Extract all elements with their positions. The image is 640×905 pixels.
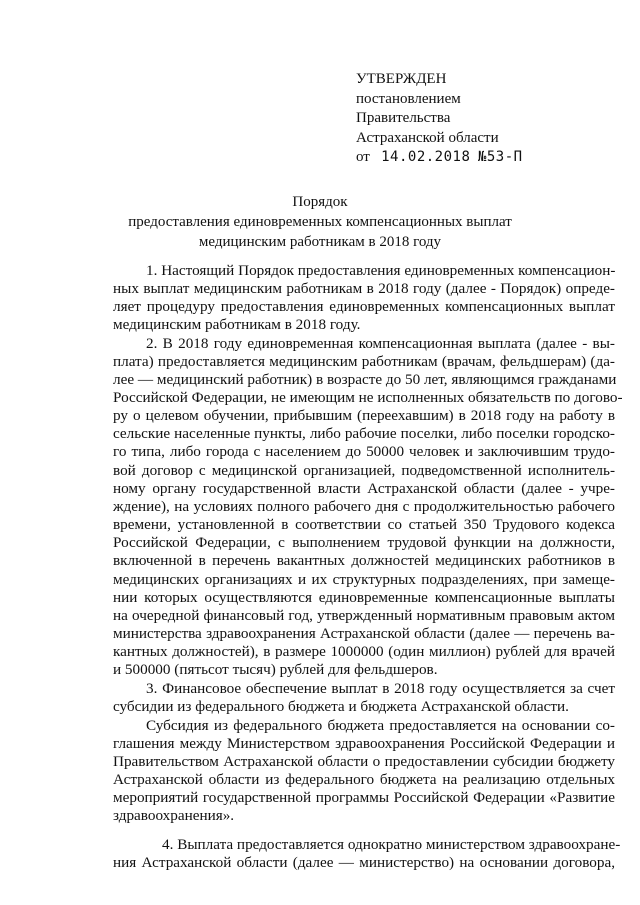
body-line: глашения между Министерством здравоохранения Российской Федерации и (113, 735, 615, 752)
body-line: субсидии из федерального бюджета и бюджета Астраханской области. (113, 698, 569, 715)
body-line: Российской Федерации, не имеющим не исполненных обязательств по догово- (113, 389, 623, 406)
approval-line-1: постановлением (356, 90, 461, 107)
title-line-1: Порядок (292, 194, 348, 210)
body-line: медицинским работникам в 2018 году. (113, 316, 361, 333)
body-line: го типа, либо города с населением до 50000 человек и заключившим трудо- (113, 443, 615, 460)
body-line: ляет процедуру предоставления единовременных компенсационных выплат (113, 298, 615, 315)
approval-heading: УТВЕРЖДЕН (356, 71, 447, 87)
body-line: 3. Финансовое обеспечение выплат в 2018 году осуществляется за счет (146, 680, 615, 697)
body-line: плата) предоставляется медицинским работникам (врачам, фельдшерам) (да- (113, 353, 615, 370)
body-line: министерства здравоохранения Астраханской области (далее — перечень ва- (113, 625, 615, 642)
body-line: сельские населенные пункты, либо рабочие поселки, либо поселки городско- (113, 425, 615, 442)
title-line-2: предоставления единовременных компенсационных выплат (128, 214, 512, 230)
body-line: ных выплат медицинским работникам в 2018 году (далее - Порядок) опреде- (113, 280, 615, 297)
body-line: здравоохранения». (113, 807, 235, 824)
body-line: ждение), на условиях полного рабочего дня с продолжительностью рабочего (113, 498, 615, 515)
body-line: ния Астраханской области (далее — министерство) на основании договора, (113, 854, 615, 871)
body-line: лее — медицинский работник) в возрасте до 50 лет, являющимся гражданами (113, 371, 617, 388)
body-line: 1. Настоящий Порядок предоставления единовременных компенсацион- (146, 262, 616, 279)
body-line: мероприятий государственной программы Российской Федерации «Развитие (113, 789, 615, 806)
approval-number: №53-П (477, 149, 523, 165)
body-line: Субсидия из федерального бюджета предоставляется на основании со- (146, 717, 615, 734)
approval-line-2: Правительства (356, 110, 451, 126)
document-title (0, 192, 640, 252)
body-line: 2. В 2018 году единовременная компенсационная выплата (далее - вы- (146, 335, 615, 352)
approval-date: 14.02.2018 (381, 149, 471, 165)
title-line-3: медицинским работникам в 2018 году (198, 234, 442, 250)
body-line: Астраханской области из федерального бюджета на реализацию отдельных (113, 771, 615, 788)
body-line: ному органу государственной власти Астраханской области (далее - учре- (113, 480, 615, 497)
body-line: медицинских организациях и их структурных подразделениях, при замеще- (113, 571, 615, 588)
body-line: Российской Федерации, с выполнением трудовой функции на должности, (113, 534, 615, 551)
body-line: времени, установленной в соответствии со статьей 350 Трудового кодекса (113, 516, 615, 533)
body-line: и 500000 (пятьсот тысяч) рублей для фельдшеров. (113, 661, 438, 678)
body-line: на очередной финансовый год, утвержденный нормативным правовым актом (113, 607, 615, 624)
approval-line-3: Астраханской области (356, 129, 499, 146)
body-line: Правительством Астраханской области о предоставлении субсидии бюджету (113, 753, 615, 770)
body-line: ру о целевом обучении, прибывшим (переехавшим) в 2018 году на работу в (113, 407, 615, 424)
body-line: нии которых осуществляются единовременные компенсационные выплаты (113, 589, 615, 606)
body-line: 4. Выплата предоставляется однократно министерством здравоохране- (162, 836, 621, 853)
approval-date-line (356, 148, 523, 168)
body-line: кантных должностей), в размере 1000000 (один миллион) рублей для врачей (113, 643, 615, 660)
approval-date-prefix: от (356, 149, 370, 165)
body-line: вой договор с медицинской организацией, подведомственной исполнитель- (113, 462, 615, 479)
body-line: включенной в перечень вакантных должностей медицинских работников в (113, 552, 615, 569)
approval-block (356, 70, 523, 168)
